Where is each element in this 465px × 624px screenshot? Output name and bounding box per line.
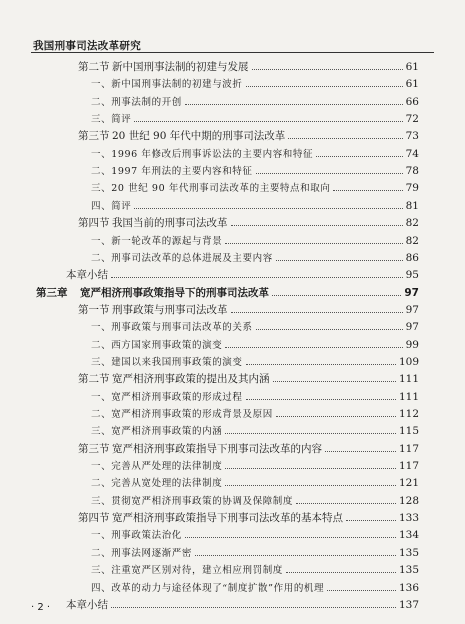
toc-entry-text bbox=[91, 389, 243, 407]
toc-entry-title: 三、简评 bbox=[91, 114, 132, 126]
dot-leader bbox=[231, 311, 403, 313]
toc-subsection-row[interactable] bbox=[91, 145, 419, 163]
toc-page-number: 86 bbox=[405, 251, 419, 264]
toc-entry-text bbox=[66, 266, 108, 284]
toc-entry-title: 宽严相济刑事政策指导下刑事司法改革的内容 bbox=[112, 442, 322, 455]
toc-page-number: 134 bbox=[398, 529, 419, 542]
toc-subsection-row[interactable] bbox=[91, 318, 419, 336]
toc-entry-text bbox=[78, 370, 270, 388]
dot-leader bbox=[225, 242, 402, 244]
dot-leader bbox=[256, 328, 403, 330]
dot-leader bbox=[246, 363, 396, 365]
toc-page-number: 121 bbox=[398, 477, 419, 490]
dot-leader bbox=[225, 432, 396, 434]
toc-page-number: 135 bbox=[398, 546, 419, 559]
toc-subsection-row[interactable] bbox=[91, 232, 419, 250]
toc-subsection-row[interactable] bbox=[91, 405, 419, 423]
toc-entry-text bbox=[91, 146, 313, 164]
dot-leader bbox=[195, 554, 396, 556]
toc-page-number: 99 bbox=[405, 338, 419, 351]
toc-subsection-row[interactable] bbox=[91, 544, 419, 562]
toc-entry-text bbox=[91, 493, 293, 511]
toc-subsection-row[interactable] bbox=[91, 474, 419, 492]
toc-entry-title: 宽严相济刑事政策指导下刑事司法改革的基本特点 bbox=[112, 512, 343, 525]
toc-entry-label: 第四节 bbox=[78, 512, 110, 525]
toc-subsection-row[interactable] bbox=[91, 336, 419, 354]
page-number: · 2 · bbox=[31, 602, 51, 613]
toc-page-number: 97 bbox=[405, 303, 419, 316]
toc-entry-title: 二、1997 年刑法的主要内容和特征 bbox=[91, 166, 253, 178]
dot-leader bbox=[225, 484, 396, 486]
toc-page-number: 136 bbox=[398, 581, 419, 594]
toc-section-row[interactable] bbox=[78, 214, 419, 232]
toc-entry-title: 宽严相济刑事政策的提出及其内涵 bbox=[112, 373, 270, 386]
toc-page-number: 74 bbox=[405, 147, 419, 160]
toc-page-number: 109 bbox=[398, 355, 419, 368]
dot-leader bbox=[286, 571, 396, 573]
toc-page-number: 115 bbox=[398, 425, 419, 438]
toc-page-number: 112 bbox=[398, 408, 419, 420]
dot-leader bbox=[276, 259, 403, 261]
toc-entry-text bbox=[91, 111, 131, 129]
toc-subsection-row[interactable] bbox=[91, 388, 419, 406]
dot-leader bbox=[225, 467, 396, 469]
toc-chapter-row[interactable] bbox=[36, 284, 419, 302]
toc-page-number: 66 bbox=[405, 95, 419, 108]
toc-entry-label: 第一节 bbox=[78, 303, 110, 316]
toc-entry-label: 第二节 bbox=[78, 61, 110, 73]
toc-entry-title: 三、建国以来我国刑事政策的演变 bbox=[91, 356, 243, 368]
toc-page-number: 81 bbox=[405, 199, 419, 212]
dot-leader bbox=[134, 207, 402, 209]
toc-entry-text bbox=[91, 233, 222, 251]
toc-summary-row[interactable] bbox=[66, 596, 419, 614]
toc-entry-title: 本章小结 bbox=[66, 269, 108, 282]
toc-section-row[interactable] bbox=[78, 370, 419, 388]
toc-entry-title: 一、新一轮改革的源起与背景 bbox=[91, 235, 223, 247]
toc-entry-text bbox=[91, 580, 324, 598]
toc-subsection-row[interactable] bbox=[91, 353, 419, 371]
toc-page-number: 117 bbox=[398, 442, 419, 455]
toc-subsection-row[interactable] bbox=[91, 492, 419, 510]
toc-subsection-row[interactable] bbox=[91, 457, 419, 475]
toc-entry-label: 第三节 bbox=[78, 442, 110, 455]
toc-entry-title: 三、贯彻宽严相济刑事政策的协调及保障制度 bbox=[91, 495, 294, 507]
dot-leader bbox=[252, 68, 403, 70]
dot-leader bbox=[333, 189, 402, 191]
toc-entry-text bbox=[91, 458, 222, 476]
toc-entry-text bbox=[91, 527, 182, 545]
toc-page-number: 135 bbox=[398, 564, 419, 577]
toc-entry-text bbox=[91, 475, 222, 493]
dot-leader bbox=[246, 85, 403, 87]
toc-entry-text bbox=[91, 319, 253, 337]
toc-page-number: 61 bbox=[405, 61, 419, 73]
toc-page-number: 133 bbox=[398, 512, 419, 525]
toc-page-number: 111 bbox=[398, 373, 419, 386]
toc-page-number: 128 bbox=[398, 494, 419, 507]
dot-leader bbox=[111, 276, 403, 278]
toc-entry-label: 第四节 bbox=[78, 217, 110, 230]
running-header: 我国刑事司法改革研究 bbox=[33, 40, 141, 52]
toc-entry-title: 20 世纪 90 年代中期的刑事司法改革 bbox=[112, 130, 286, 143]
toc-subsection-row[interactable] bbox=[91, 579, 419, 597]
toc-subsection-row[interactable] bbox=[91, 75, 419, 93]
toc-entry-title: 一、1996 年修改后刑事诉讼法的主要内容和特征 bbox=[91, 148, 314, 160]
toc-entry-title: 四、改革的动力与途径体现了“制度扩散”作用的机理 bbox=[91, 582, 325, 594]
toc-subsection-row[interactable] bbox=[91, 249, 419, 267]
toc-subsection-row[interactable] bbox=[91, 526, 419, 544]
toc-section-row[interactable] bbox=[78, 509, 419, 527]
toc-entry-title: 宽严相济刑事政策指导下的刑事司法改革 bbox=[80, 286, 269, 299]
dot-leader bbox=[185, 103, 403, 105]
toc-entry-text bbox=[91, 545, 192, 563]
dot-leader bbox=[325, 450, 396, 452]
toc-page-number: 73 bbox=[405, 130, 419, 143]
toc-section-row[interactable] bbox=[78, 127, 419, 145]
toc-subsection-row[interactable] bbox=[91, 162, 419, 180]
toc-entry-title: 本章小结 bbox=[66, 598, 108, 611]
toc-entry-title: 一、宽严相济刑事政策的形成过程 bbox=[91, 391, 243, 403]
toc-entry-text bbox=[91, 406, 273, 424]
toc-entry-label: 第三章 bbox=[36, 286, 68, 299]
toc-entry-text bbox=[78, 440, 322, 458]
toc-entry-text bbox=[66, 596, 108, 614]
dot-leader bbox=[231, 224, 403, 226]
toc-entry-title: 二、刑事司法改革的总体进展及主要内容 bbox=[91, 252, 273, 264]
toc-entry-label: 第二节 bbox=[78, 373, 110, 386]
header-rule bbox=[31, 52, 434, 53]
toc-entry-text bbox=[91, 337, 222, 355]
toc-entry-title: 二、刑事法制的开创 bbox=[91, 96, 182, 108]
toc-entry-text bbox=[91, 354, 243, 372]
dot-leader bbox=[327, 589, 396, 591]
toc-entry-text bbox=[78, 509, 343, 527]
toc-entry-title: 二、完善从宽处理的法律制度 bbox=[91, 478, 223, 490]
toc-section-row[interactable] bbox=[78, 440, 419, 458]
toc-entry-text bbox=[78, 127, 285, 145]
dot-leader bbox=[296, 502, 396, 504]
toc-entry-text bbox=[91, 198, 131, 216]
toc-page-number: 82 bbox=[405, 217, 419, 230]
toc-entry-title: 一、刑事政策法治化 bbox=[91, 530, 182, 542]
toc-entry-text bbox=[78, 301, 228, 319]
toc-entry-label: 第三节 bbox=[78, 130, 110, 143]
toc-subsection-row[interactable] bbox=[91, 197, 419, 215]
toc-page-number: 137 bbox=[398, 598, 419, 611]
dot-leader bbox=[272, 294, 401, 296]
toc-subsection-row[interactable] bbox=[91, 110, 419, 128]
toc-page-number: 72 bbox=[405, 113, 419, 126]
toc-entry-text bbox=[78, 214, 228, 232]
dot-leader bbox=[256, 172, 403, 174]
dot-leader bbox=[111, 606, 396, 608]
toc-entry-text bbox=[91, 180, 330, 198]
toc-entry-title: 一、完善从严处理的法律制度 bbox=[91, 461, 223, 473]
toc-page-number: 82 bbox=[405, 234, 419, 247]
toc-entry-title: 二、西方国家刑事政策的演变 bbox=[91, 339, 223, 351]
toc-entry-title: 新中国刑事法制的初建与发展 bbox=[112, 61, 249, 73]
toc-entry-title: 四、简评 bbox=[91, 200, 132, 212]
toc-entry-title: 刑事政策与刑事司法改革 bbox=[112, 303, 228, 316]
dot-leader bbox=[276, 415, 396, 417]
toc-entry-title: 三、20 世纪 90 年代刑事司法改革的主要特点和取向 bbox=[91, 183, 331, 195]
toc-entry-title: 一、刑事政策与刑事司法改革的关系 bbox=[91, 322, 253, 334]
dot-leader bbox=[185, 536, 396, 538]
dot-leader bbox=[316, 155, 403, 157]
toc-entry-text bbox=[91, 76, 243, 94]
toc-page-number: 97 bbox=[404, 286, 419, 299]
toc-section-row[interactable] bbox=[78, 58, 419, 76]
toc-subsection-row[interactable] bbox=[91, 179, 419, 197]
toc-entry-title: 我国当前的刑事司法改革 bbox=[112, 217, 228, 230]
toc-entry-title: 二、宽严相济刑事政策的形成背景及原因 bbox=[91, 409, 273, 420]
toc-page-number: 61 bbox=[405, 78, 419, 91]
toc-entry-text bbox=[91, 562, 283, 580]
toc-section-row[interactable] bbox=[78, 301, 419, 319]
toc-page-number: 111 bbox=[398, 390, 419, 403]
toc-entry-text bbox=[91, 163, 253, 181]
dot-leader bbox=[134, 120, 402, 122]
toc-entry-text bbox=[36, 284, 269, 302]
toc-entry-text bbox=[91, 423, 222, 441]
dot-leader bbox=[273, 380, 396, 382]
toc-page-number: 95 bbox=[405, 269, 419, 282]
toc-entry-text bbox=[78, 58, 249, 76]
toc-entry-title: 二、刑事法网逐渐严密 bbox=[91, 547, 193, 559]
toc-entry-text bbox=[91, 94, 182, 112]
dot-leader bbox=[346, 519, 396, 521]
toc-entry-title: 三、宽严相济刑事政策的内涵 bbox=[91, 426, 223, 438]
dot-leader bbox=[246, 398, 396, 400]
toc-page-number: 97 bbox=[405, 321, 419, 334]
dot-leader bbox=[288, 137, 402, 139]
toc-page-number: 78 bbox=[405, 165, 419, 178]
toc-subsection-row[interactable] bbox=[91, 561, 419, 579]
toc-entry-title: 一、新中国刑事法制的初建与波折 bbox=[91, 79, 243, 91]
toc-entry-title: 三、注重宽严区别对待，建立相应刑罚制度 bbox=[91, 565, 283, 577]
dot-leader bbox=[225, 346, 402, 348]
toc-page-number: 79 bbox=[405, 182, 419, 195]
toc-summary-row[interactable] bbox=[66, 266, 419, 284]
toc-page-number: 117 bbox=[398, 460, 419, 473]
toc-entry-text bbox=[91, 250, 273, 268]
toc-subsection-row[interactable] bbox=[91, 422, 419, 440]
toc-subsection-row[interactable] bbox=[91, 93, 419, 111]
